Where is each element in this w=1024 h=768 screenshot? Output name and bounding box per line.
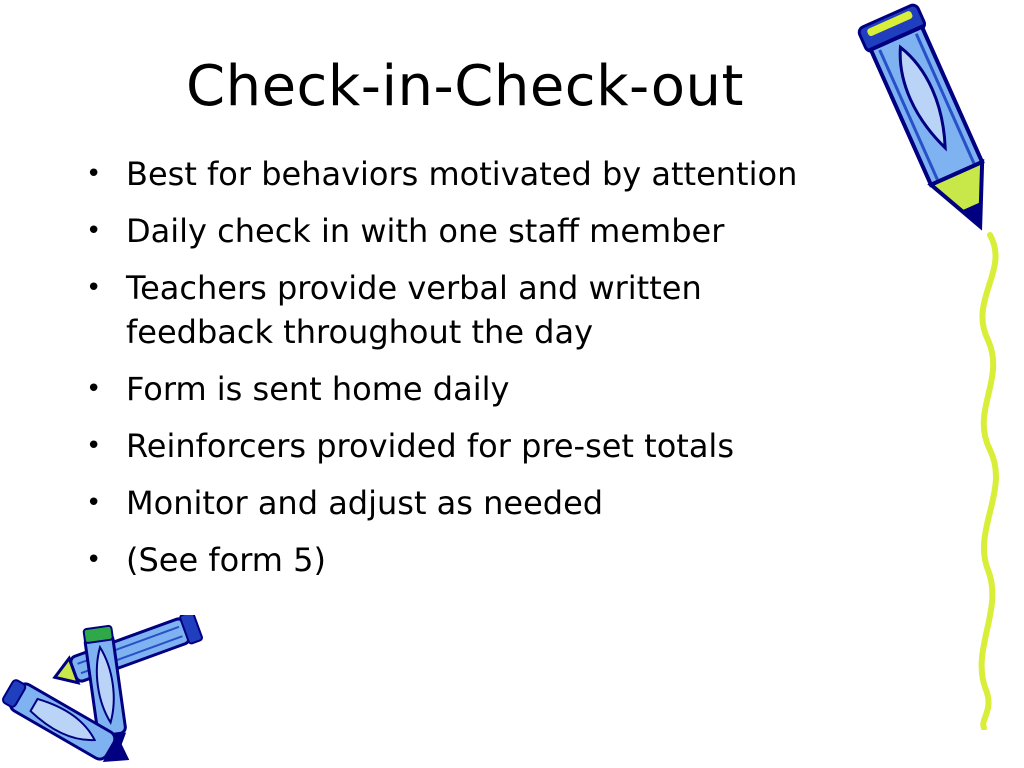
bullet-icon: • xyxy=(86,273,102,303)
bullet-text: Best for behaviors motivated by attention xyxy=(126,155,798,193)
bullet-icon: • xyxy=(86,545,102,575)
bullet-icon: • xyxy=(86,159,102,189)
bullet-text-continuation: feedback throughout the day xyxy=(126,313,594,351)
slide-title: Check-in-Check-out xyxy=(186,54,744,119)
bullet-item xyxy=(84,152,934,196)
bullet-item xyxy=(84,538,934,582)
squiggle-line xyxy=(960,230,1020,730)
bullet-list xyxy=(84,152,934,595)
bullet-item xyxy=(84,266,934,354)
crossed-pencils-icon xyxy=(0,615,210,765)
bullet-icon: • xyxy=(86,216,102,246)
bullet-icon: • xyxy=(86,431,102,461)
bullet-text: (See form 5) xyxy=(126,541,326,579)
bullet-item xyxy=(84,481,934,525)
bullet-text: Reinforcers provided for pre-set totals xyxy=(126,427,734,465)
bullet-item xyxy=(84,424,934,468)
pencil-icon xyxy=(855,0,1015,250)
bullet-icon: • xyxy=(86,374,102,404)
bullet-text: Monitor and adjust as needed xyxy=(126,484,604,522)
bullet-icon: • xyxy=(86,488,102,518)
bullet-item xyxy=(84,209,934,253)
bullet-item xyxy=(84,367,934,411)
bullet-text: Daily check in with one staff member xyxy=(126,212,725,250)
bullet-text: Teachers provide verbal and written xyxy=(126,269,702,307)
bullet-text: Form is sent home daily xyxy=(126,370,510,408)
